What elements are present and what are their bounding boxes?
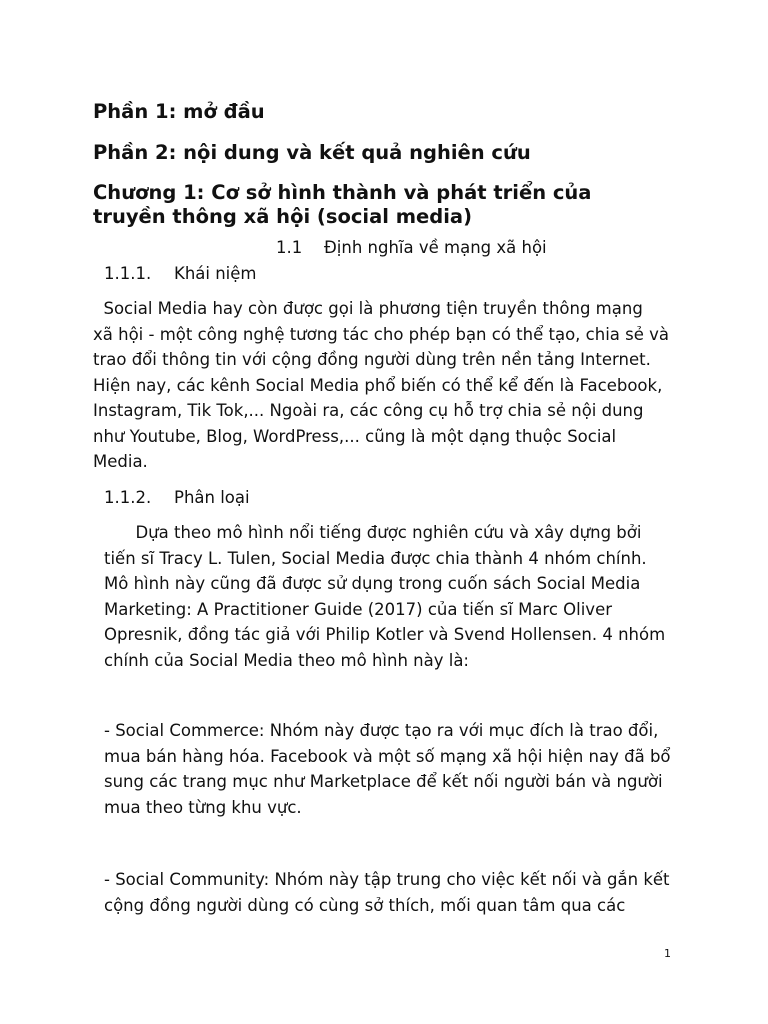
heading-chapter-1 <box>93 181 591 229</box>
heading-part-1: Phần 1: mở đầu <box>93 100 265 123</box>
text-line: Opresnik, đồng tác giả với Philip Kotler và Svend Hollensen. 4 nhóm <box>104 625 666 644</box>
paragraph-classification <box>104 520 665 673</box>
text-line: Social Media hay còn được gọi là phương tiện truyền thông mạng <box>93 299 643 318</box>
paragraph-social-commerce <box>104 718 671 820</box>
text-line: mua theo từng khu vực. <box>104 797 302 817</box>
text-line: Marketing: A Practitioner Guide (2017) của tiến sĩ Marc Oliver <box>104 599 613 619</box>
heading-part-2: Phần 2: nội dung và kết quả nghiên cứu <box>93 141 531 164</box>
text-line: cộng đồng người dùng có cùng sở thích, mối quan tâm qua các <box>104 895 626 915</box>
text-line: tiến sĩ Tracy L. Tulen, Social Media được chia thành 4 nhóm chính. <box>104 548 647 568</box>
text-line: mua bán hàng hóa. Facebook và một số mạng xã hội hiện nay đã bổ <box>104 746 671 766</box>
section-title: Phân loại <box>174 488 250 507</box>
section-number: 1.1 <box>276 238 303 257</box>
section-title: Khái niệm <box>174 264 257 283</box>
paragraph-concept <box>93 296 669 475</box>
text-line: chính của Social Media theo mô hình này là: <box>104 650 469 670</box>
text-line: như Youtube, Blog, WordPress,... cũng là một dạng thuộc Social <box>93 426 617 446</box>
text-line: Dựa theo mô hình nổi tiếng được nghiên cứu và xây dựng bởi <box>104 523 642 542</box>
text-line: trao đổi thông tin với cộng đồng người dùng trên nền tảng Internet. <box>93 350 651 369</box>
section-title: Định nghĩa về mạng xã hội <box>324 238 547 257</box>
text-line: sung các trang mục như Marketplace để kết nối người bán và người <box>104 772 663 791</box>
page-number: 1 <box>664 947 671 960</box>
text-line: xã hội - một công nghệ tương tác cho phép bạn có thể tạo, chia sẻ và <box>93 324 670 344</box>
paragraph-social-community <box>104 867 670 918</box>
text-line: Media. <box>93 452 148 471</box>
heading-chapter-1-line: truyền thông xã hội (social media) <box>93 205 472 228</box>
text-line: - Social Community: Nhóm này tập trung cho việc kết nối và gắn kết <box>104 870 670 889</box>
text-line: Instagram, Tik Tok,... Ngoài ra, các công cụ hỗ trợ chia sẻ nội dung <box>93 401 644 420</box>
heading-chapter-1-line: Chương 1: Cơ sở hình thành và phát triển của <box>93 181 592 204</box>
section-1-1-1-heading <box>104 264 256 284</box>
text-line: Hiện nay, các kênh Social Media phổ biến có thể kể đến là Facebook, <box>93 375 663 395</box>
section-number: 1.1.1. <box>104 264 152 283</box>
section-1-1-2-heading <box>104 488 250 508</box>
text-line: Mô hình này cũng đã được sử dụng trong cuốn sách Social Media <box>104 574 641 593</box>
section-1-1-heading <box>276 238 547 258</box>
text-line: - Social Commerce: Nhóm này được tạo ra với mục đích là trao đổi, <box>104 721 659 740</box>
section-number: 1.1.2. <box>104 488 152 507</box>
